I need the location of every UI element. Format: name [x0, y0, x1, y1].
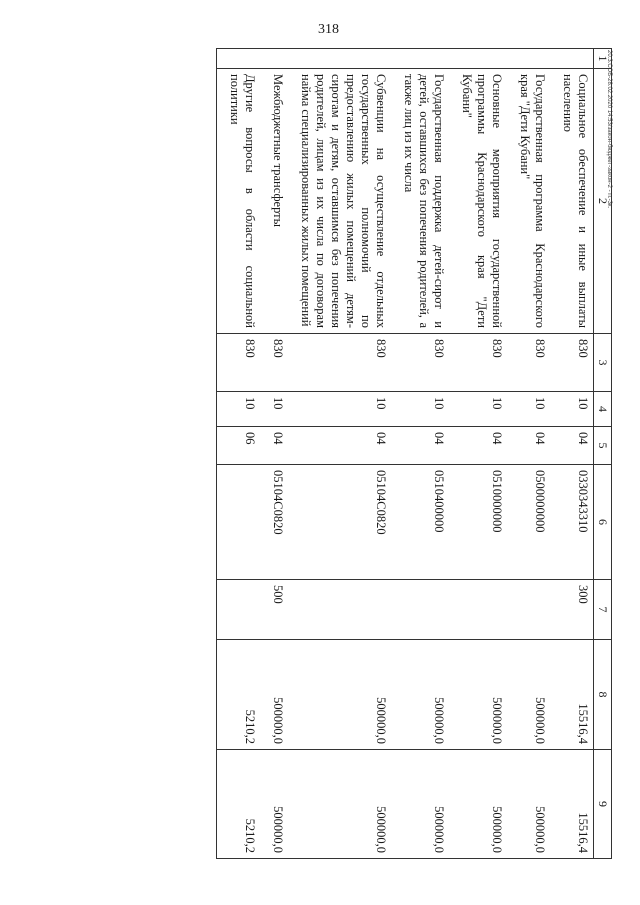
table-row	[260, 49, 288, 859]
cell-c7: 500	[260, 580, 288, 640]
cell-c4: 10	[507, 392, 550, 427]
cell-c8: 500000,0	[507, 640, 550, 750]
cell-c6: 0330343310	[550, 465, 594, 580]
cell-c8: 500000,0	[391, 640, 449, 750]
cell-c4: 10	[288, 392, 391, 427]
header-cell: 1	[594, 49, 612, 69]
cell-c3: 830	[217, 334, 261, 392]
cell-c7	[507, 580, 550, 640]
cell-c4: 10	[550, 392, 594, 427]
cell-c9: 500000,0	[288, 750, 391, 859]
row-name: Субвенции на осуществление отдельных государственных полномочий по предоставлению жилых помещений детям-сиротам и детям, оставшимся без попечения родителей, лицам из их числа по договорам найма специализированных жилых помещений	[288, 69, 391, 334]
row-name: Другие вопросы в области социальной политики	[217, 69, 261, 334]
cell-c6: 05104С0820	[288, 465, 391, 580]
header-cell: 8	[594, 640, 612, 750]
cell-c5: 04	[507, 427, 550, 465]
cell-c8: 15516,4	[550, 640, 594, 750]
cell-c9: 5210,2	[217, 750, 261, 859]
row-name: Государственная поддержка детей-сирот и детей, оставшихся без попечения родителей, а также лиц из их числа	[391, 69, 449, 334]
page-number: 318	[318, 22, 339, 37]
row-name: Социальное обеспечение и иные выплаты населению	[550, 69, 594, 334]
side-stamp: 20.3.СОБ-28.02.2020 14:53/закон-бюджет-закон-2 - гг.-3к.	[606, 50, 612, 209]
cell-c6: 05104С0820	[260, 465, 288, 580]
budget-table	[216, 48, 612, 859]
header-cell: 9	[594, 750, 612, 859]
cell-c4: 10	[217, 392, 261, 427]
table-row	[391, 49, 449, 859]
rotated-table-container	[102, 48, 612, 858]
cell-c9: 15516,4	[550, 750, 594, 859]
cell-c9: 500000,0	[260, 750, 288, 859]
table-row	[550, 49, 594, 859]
cell-c3: 830	[260, 334, 288, 392]
row-name: Государственная программа Краснодарского края "Дети Кубани"	[507, 69, 550, 334]
cell-c7	[449, 580, 507, 640]
header-cell: 2	[594, 69, 612, 334]
header-row	[594, 49, 612, 859]
row-name: Основные мероприятия государственной программы Краснодарского края "Дети Кубани"	[449, 69, 507, 334]
header-cell: 5	[594, 427, 612, 465]
cell-c3: 830	[449, 334, 507, 392]
header-cell: 6	[594, 465, 612, 580]
cell-c8: 500000,0	[449, 640, 507, 750]
cell-c6	[217, 465, 261, 580]
cell-c3: 830	[550, 334, 594, 392]
cell-c5: 04	[260, 427, 288, 465]
cell-c8: 500000,0	[288, 640, 391, 750]
cell-c8: 500000,0	[260, 640, 288, 750]
cell-c7: 300	[550, 580, 594, 640]
cell-c7	[217, 580, 261, 640]
cell-c6: 0510000000	[449, 465, 507, 580]
header-cell: 4	[594, 392, 612, 427]
table-row	[288, 49, 391, 859]
cell-c5: 04	[391, 427, 449, 465]
cell-c7	[391, 580, 449, 640]
cell-c5: 04	[449, 427, 507, 465]
cell-c4: 10	[260, 392, 288, 427]
cell-c4: 10	[449, 392, 507, 427]
cell-c6: 0510400000	[391, 465, 449, 580]
table-row	[217, 49, 261, 859]
cell-c4: 10	[391, 392, 449, 427]
cell-c9: 500000,0	[449, 750, 507, 859]
cell-c3: 830	[391, 334, 449, 392]
cell-c3: 830	[288, 334, 391, 392]
cell-c3: 830	[507, 334, 550, 392]
table-row	[449, 49, 507, 859]
cell-c6: 0500000000	[507, 465, 550, 580]
row-name: Межбюджетные трансферты	[260, 69, 288, 334]
cell-c9: 500000,0	[507, 750, 550, 859]
cell-c5: 04	[550, 427, 594, 465]
cell-c8: 5210,2	[217, 640, 261, 750]
cell-c9: 500000,0	[391, 750, 449, 859]
cell-c5: 04	[288, 427, 391, 465]
table-row	[507, 49, 550, 859]
cell-c5: 06	[217, 427, 261, 465]
cell-c7	[288, 580, 391, 640]
header-cell: 3	[594, 334, 612, 392]
header-cell: 7	[594, 580, 612, 640]
